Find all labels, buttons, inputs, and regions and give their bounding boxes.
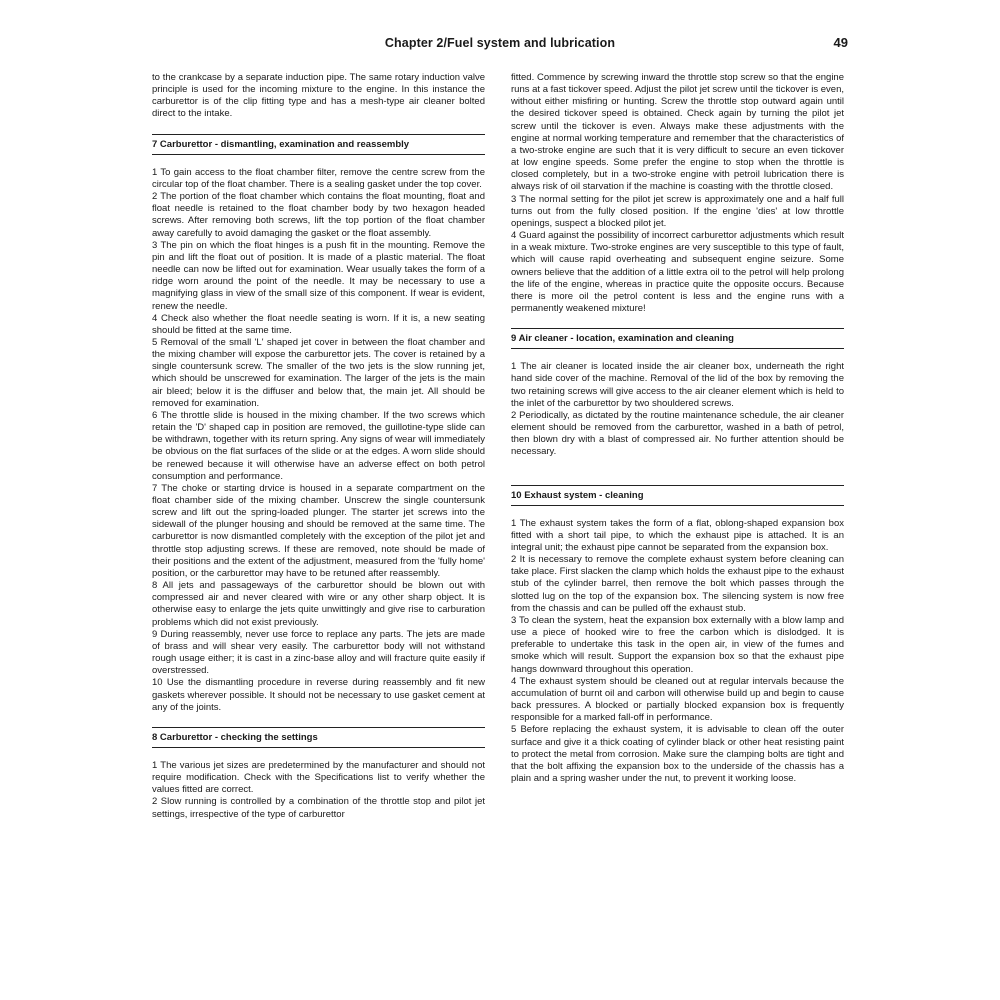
paragraph: 2 Periodically, as dictated by the routine maintenance schedule, the air cleaner element should be removed from the carburettor, washed in a bath of petrol, then blown dry with a blast of compressed air. No further attention should be necessary.	[511, 409, 844, 458]
paragraph: 5 Removal of the small 'L' shaped jet cover in between the float chamber and the mixing chamber will expose the carburettor jets. The cover is retained by a single countersunk screw. The smaller of the two jets is the slow running jet, which should be unscrewed for examination. The larger of the jets is the main air bleed; below it is the diffuser and below that, the main jet. All should be removed for examination.	[152, 336, 485, 409]
right-column	[511, 72, 844, 785]
section-heading: 9 Air cleaner - location, examination and cleaning	[511, 333, 734, 345]
section-heading-divider	[152, 747, 485, 748]
paragraph: 8 All jets and passageways of the carburettor should be blown out with compressed air and never cleared with wire or any other sharp object. It is otherwise easy to enlarge the jets quite unwittingly and give rise to carburation problems which did not exist previously.	[152, 580, 485, 628]
paragraph: 3 To clean the system, heat the expansion box externally with a blow lamp and use a piece of hooked wire to free the carbon which is dislodged. It is preferable to undertake this task in the open air, in view of the fumes and smoke which will result. Support the expansion box so that the exhaust pipe hangs downward throughout this operation.	[511, 614, 844, 675]
section-divider	[152, 727, 485, 728]
page-number: 49	[833, 35, 848, 50]
paragraph: 1 To gain access to the float chamber filter, remove the centre screw from the circular top of the float chamber. There is a sealing gasket under the top cover.	[152, 166, 485, 190]
paragraph: 3 The normal setting for the pilot jet screw is approximately one and a half full turns out from the fully closed position. If the engine 'dies' at low throttle openings, suspect a blocked pilot jet.	[511, 193, 844, 229]
page-header	[152, 36, 848, 56]
section-7	[152, 134, 485, 714]
paragraph: 2 It is necessary to remove the complete exhaust system before cleaning can take place. First slacken the clamp which holds the exhaust pipe to the exhaust stub of the cylinder barrel, then remove the bolt which passes through the slotted lug on the top of the expansion box. The silencing system is now free from the chassis and can be pulled off the exhaust stub.	[511, 554, 844, 614]
paragraph: 3 The pin on which the float hinges is a push fit in the mounting. Remove the pin and lift the float out of position. It is made of a plastic material. The float needle can now be lifted out for examination. Wear usually takes the form of a ridge worn around the point of the needle. It may be necessary to use a magnifying glass in view of the small size of this component. If wear is evident, renew the needle.	[152, 239, 485, 312]
paragraph: 7 The choke or starting drvice is housed in a separate compartment on the float chamber side of the mixing chamber. Unscrew the single countersunk screw and lift out the spring-loaded plunger. The starter jet screws into the sidewall of the plunger housing and should be removed at the same time. The carburettor is now dismantled completely with the exception of the pilot jet and throttle stop adjusting screws. If these are removed, note should be made of their positions and the extent of the adjustment, measured from the 'fully home' position, or the carburettor may have to be retuned after reassembly.	[152, 482, 485, 579]
paragraph: 1 The air cleaner is located inside the air cleaner box, underneath the right hand side cover of the machine. Removal of the lid of the box by removing the two retaining screws will give access to the air cleaner element which is held to the inlet of the carburettor by two shouldered screws.	[511, 361, 844, 409]
paragraph: 4 Check also whether the float needle seating is worn. If it is, a new seating should be fitted at the same time.	[152, 312, 485, 336]
section-heading: 8 Carburettor - checking the settings	[152, 731, 318, 743]
paragraph: 1 The exhaust system takes the form of a flat, oblong-shaped expansion box fitted with a short tail pipe, to which the exhaust pipe is attached. It is an integral unit; the exhaust pipe cannot be separated from the expansion box.	[511, 517, 844, 553]
section-heading: 7 Carburettor - dismantling, examination and reassembly	[152, 138, 410, 150]
section-9	[511, 328, 844, 458]
chapter-title: Chapter 2/Fuel system and lubrication	[384, 36, 616, 50]
section-heading: 10 Exhaust system - cleaning	[511, 489, 644, 501]
paragraph: 10 Use the dismantling procedure in reverse during reassembly and fit new gaskets wherever possible. It should not be necessary to use gasket cement at any of the joints.	[152, 677, 485, 713]
section-heading-divider	[511, 348, 844, 349]
paragraph: 6 The throttle slide is housed in the mixing chamber. If the two screws which retain the 'D' shaped cap in position are removed, the guillotine-type slide can be withdrawn, together with its return spring. Any signs of wear will immediately be obvious on the flat surfaces of the slide or at the edges. A worn slide should be renewed because it will otherwise have an adverse effect on both petrol consumption and performance.	[152, 409, 485, 482]
section-heading-divider	[511, 505, 844, 506]
paragraph: 4 The exhaust system should be cleaned out at regular intervals because the accumulation of burnt oil and carbon will otherwise build up and begin to cause back pressures. A blocked or partially blocked expansion box is frequently responsible for a marked fall-off in performance.	[511, 675, 844, 724]
paragraph: 2 Slow running is controlled by a combination of the throttle stop and pilot jet settings, irrespective of the type of carburettor	[152, 796, 485, 820]
section-divider	[511, 328, 844, 329]
section-divider	[511, 485, 844, 486]
section-divider	[152, 134, 485, 135]
paragraph: 4 Guard against the possibility of incorrect carburettor adjustments which result in a weak mixture. Two-stroke engines are very susceptible to this type of fault, which will cause rapid overheating and subsequent engine seizure. Some owners believe that the addition of a little extra oil to the petrol will help prolong the life of the engine, whereas in practice quite the opposite occurs. Because there is more oil the petrol content is less and the engine runs with a permanently weakened mixture!	[511, 230, 844, 314]
paragraph: 5 Before replacing the exhaust system, it is advisable to clean off the outer surface and give it a thick coating of cylinder black or other heat resisting paint to protect the metal from corrosion. Make sure the clamping bolts are tight and that the bolt affixing the expansion box to the underside of the chassis has a plain and a spring washer under the nut, to prevent it working loose.	[511, 724, 844, 784]
paragraph: 9 During reassembly, never use force to replace any parts. The jets are made of brass and will shear very easily. The carburettor body will not withstand rough usage either; it is cast in a zinc-base alloy and will fracture quite easily if overstressed.	[152, 628, 485, 677]
section-10	[511, 485, 844, 786]
paragraph: 1 The various jet sizes are predetermined by the manufacturer and should not require modification. Check with the Specifications list to verify whether the values fitted are correct.	[152, 759, 485, 796]
section-8	[152, 727, 485, 821]
section-heading-divider	[152, 154, 485, 155]
left-column	[152, 72, 485, 821]
left-intro-paragraph: to the crankcase by a separate induction pipe. The same rotary induction valve principle is used for the incoming mixture to the engine. In this instance the carburettor is of the clip fitting type and has a mesh-type air cleaner bolted direct to the intake.	[152, 72, 485, 120]
right-intro-paragraph: fitted. Commence by screwing inward the throttle stop screw so that the engine runs at a fast tickover speed. Adjust the pilot jet screw until the tickover is even, without either misfiring or hunting. Screw the throttle stop outward again until the desired tickover speed is obtained. Check again by turning the pilot jet screw until the tickover is even. Always make these adjustments with the engine at normal working temperature and remember that the characteristics of a two-stroke engine are such that it is very difficult to secure an even tickover at low engine speeds. Some prefer the engine to stop when the throttle is closed completely, but in a two-stroke engine with petroil lubrication there is always risk of oil starvation if the machine is coasting with the throttle closed.	[511, 72, 844, 193]
paragraph: 2 The portion of the float chamber which contains the float mounting, float and float needle is retained to the float chamber body by two hexagon headed screws. After removing both screws, lift the top portion of the float chamber away carefully to avoid damaging the gasket or the float assembly.	[152, 191, 485, 239]
